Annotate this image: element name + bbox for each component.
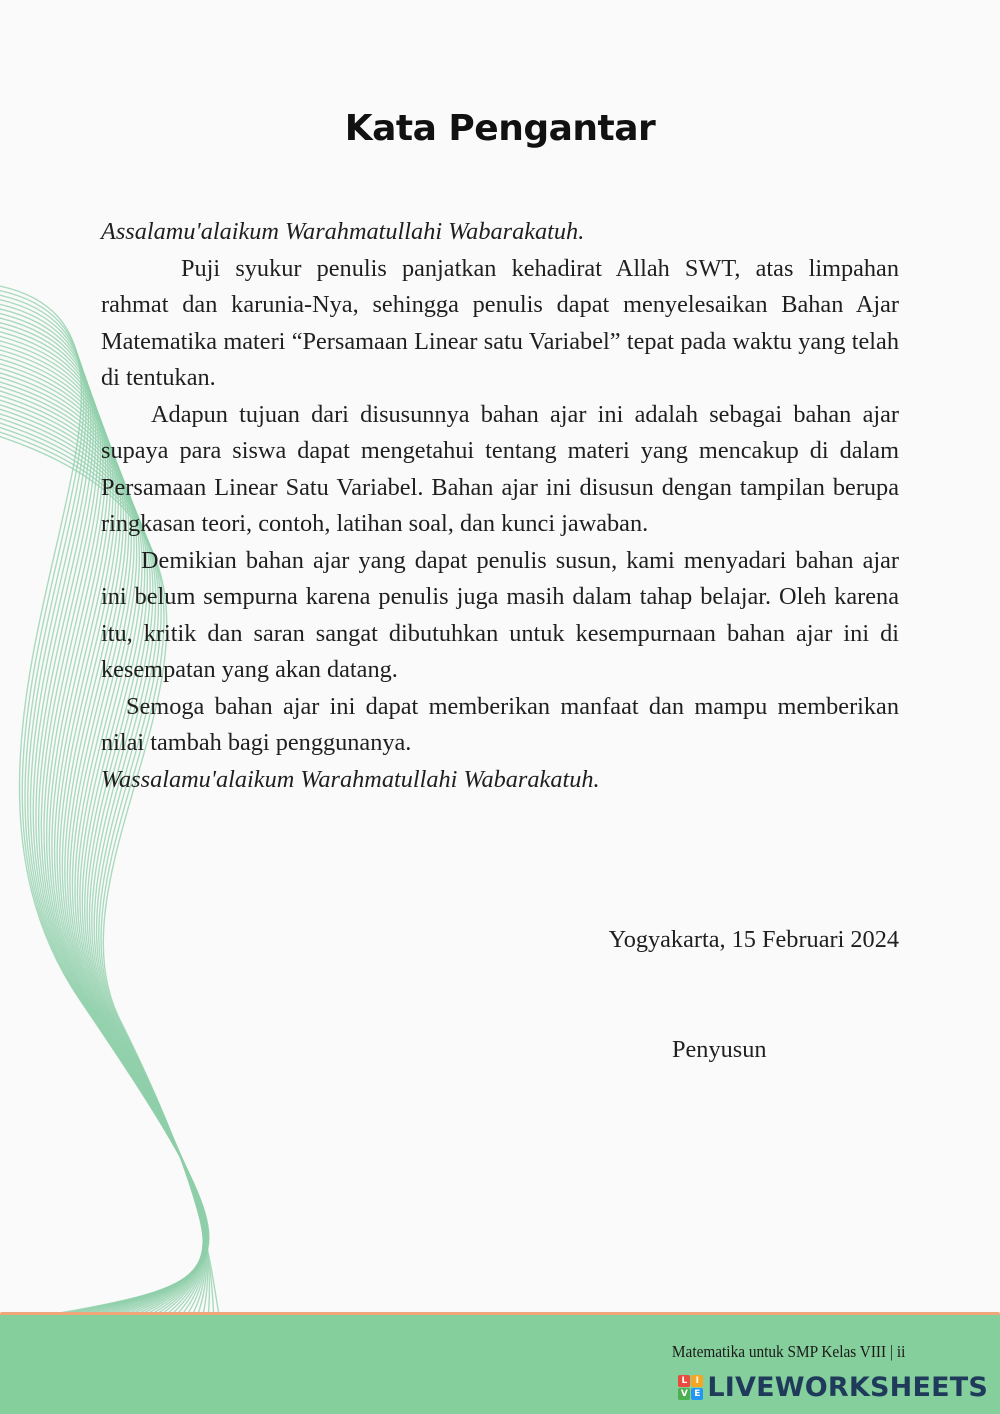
paragraph-4: Semoga bahan ajar ini dapat memberikan manfaat dan mampu memberikan nilai tambah bagi penggunanya. [101,692,899,756]
liveworksheets-logo-icon [678,1375,703,1400]
liveworksheets-brand[interactable] [678,1372,988,1403]
logo-letter: E [691,1388,703,1400]
footer-page-label: Matematika untuk SMP Kelas VIII | ii [671,1342,905,1361]
logo-letter: V [678,1388,690,1400]
paragraph-2: Adapun tujuan dari disusunnya bahan ajar ini adalah sebagai bahan ajar supaya para siswa dapat mengetahui tentang materi yang mencakup di dalam Persamaan Linear Satu Variabel. Bahan ajar ini disusun dengan tampilan berupa ringkasan teori, contoh, latihan soal, dan kunci jawaban. [101,400,899,537]
author-signature: Penyusun [672,1036,767,1063]
paragraph-1: Puji syukur penulis panjatkan kehadirat Allah SWT, atas limpahan rahmat dan karunia-Nya, sehingga penulis dapat menyelesaikan Bahan Ajar Matematika materi “Persamaan Linear satu Variabel” tepat pada waktu yang telah di tentukan. [101,254,899,391]
greeting: Assalamu'alaikum Warahmatullahi Wabarakatuh. [101,218,585,245]
liveworksheets-wordmark: LIVEWORKSHEETS [707,1372,988,1403]
place-date: Yogyakarta, 15 Februari 2024 [608,926,899,953]
body-text [101,214,899,798]
paragraph-3: Demikian bahan ajar yang dapat penulis susun, kami menyadari bahan ajar ini belum sempurna karena penulis juga masih dalam tahap belajar. Oleh karena itu, kritik dan saran sangat dibutuhkan untuk kesempurnaan bahan ajar ini di kesempatan yang akan datang. [101,546,899,683]
page-title: Kata Pengantar [344,108,656,149]
logo-letter: L [678,1375,690,1387]
logo-letter: I [691,1375,703,1387]
closing-greeting: Wassalamu'alaikum Warahmatullahi Wabarakatuh. [101,765,600,793]
